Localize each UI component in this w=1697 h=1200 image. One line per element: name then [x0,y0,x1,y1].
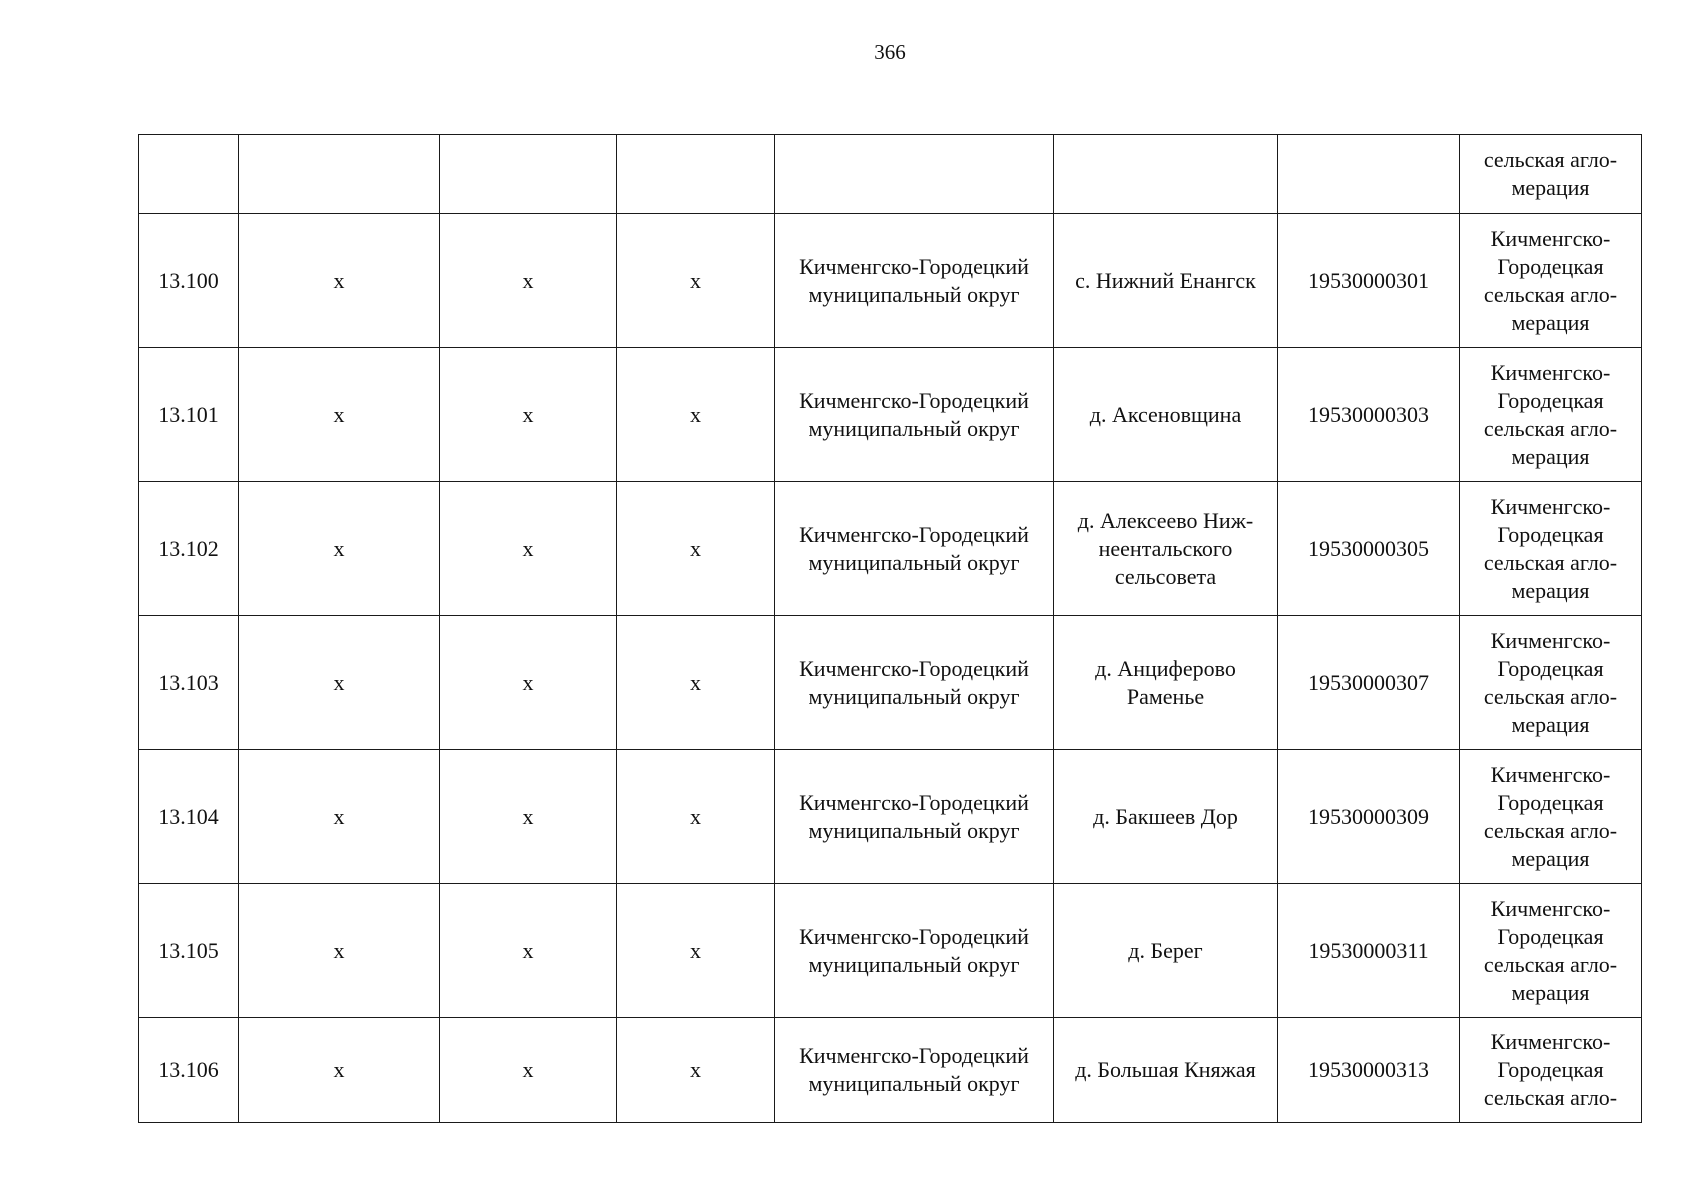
agglomeration-line: Городецкая [1497,387,1604,413]
agglomeration-line: Городецкая [1497,1057,1604,1082]
agglomeration-cell [1460,482,1642,616]
municipality-cell [775,482,1054,616]
row-number-cell: 13.105 [139,884,239,1018]
mark-cell: x [440,214,617,348]
settlement-line: д. Берег [1128,937,1203,963]
municipality-cell [775,214,1054,348]
mark-cell: x [239,348,440,482]
row-number-cell: 13.100 [139,214,239,348]
code-cell: 19530000307 [1278,616,1460,750]
agglomeration-line: мерация [1511,711,1590,737]
agglomeration-line: сельская агло- [1483,951,1618,977]
cell-empty [617,135,775,214]
settlement-line: Раменье [1126,683,1205,709]
agglomeration-line: Кичменгско- [1490,627,1611,653]
cell-empty [440,135,617,214]
mark-cell: x [440,1018,617,1123]
municipality-line: Кичменгско-Городецкий [799,1043,1029,1068]
municipality-line: муниципальный округ [808,817,1020,843]
municipality-line: муниципальный округ [808,415,1020,441]
cell-empty [1054,135,1278,214]
code-cell: 19530000303 [1278,348,1460,482]
settlement-cell [1054,214,1278,348]
table-body [139,135,1642,1123]
municipality-cell [775,616,1054,750]
code-cell: 19530000309 [1278,750,1460,884]
settlements-table [138,134,1642,1123]
agglomeration-line: мерация [1511,309,1590,335]
mark-cell: x [440,348,617,482]
code-cell: 19530000313 [1278,1018,1460,1123]
agglomeration-cell [1460,884,1642,1018]
cell-empty [139,135,239,214]
agglomeration-line: Кичменгско- [1490,225,1611,251]
continuation-row [139,135,1642,214]
mark-cell: x [440,884,617,1018]
row-number-cell: 13.101 [139,348,239,482]
settlement-cell [1054,482,1278,616]
mark-cell: x [617,884,775,1018]
agglomeration-line: Городецкая [1497,923,1604,949]
municipality-cell [775,348,1054,482]
agglomeration-line: Кичменгско- [1490,493,1611,519]
settlement-cell [1054,616,1278,750]
municipality-line: Кичменгско-Городецкий [799,253,1029,279]
row-number-cell: 13.104 [139,750,239,884]
agglomeration-line: Городецкая [1497,655,1604,681]
agglomeration-line: сельская агло- [1483,549,1618,575]
agglomeration-line: Городецкая [1497,521,1604,547]
municipality-line: Кичменгско-Городецкий [799,655,1029,681]
agglomeration-line: Кичменгско- [1490,761,1611,787]
municipality-line: Кичменгско-Городецкий [799,387,1029,413]
mark-cell: x [617,348,775,482]
mark-cell: x [617,1018,775,1123]
row-number-cell: 13.103 [139,616,239,750]
page-number: 366 [874,40,906,64]
settlement-cell [1054,750,1278,884]
cell-empty [1278,135,1460,214]
mark-cell: x [617,482,775,616]
municipality-line: Кичменгско-Городецкий [799,521,1029,547]
agglomeration-line: Городецкая [1497,789,1604,815]
table-row [139,1018,1642,1123]
table-row [139,884,1642,1018]
agglomeration-cell [1460,135,1642,214]
agglomeration-line: мерация [1511,175,1590,200]
agglomeration-line: сельская агло- [1483,281,1618,307]
municipality-line: Кичменгско-Городецкий [799,789,1029,815]
settlement-line: д. Большая Княжая [1075,1057,1256,1082]
code-cell: 19530000305 [1278,482,1460,616]
settlement-line: д. Алексеево Ниж- [1077,507,1254,533]
municipality-line: муниципальный округ [808,1071,1020,1096]
municipality-line: Кичменгско-Городецкий [799,923,1029,949]
settlement-line: д. Анциферово [1095,655,1236,681]
settlement-line: д. Бакшеев Дор [1093,803,1238,829]
table-row [139,616,1642,750]
municipality-cell [775,750,1054,884]
agglomeration-cell [1460,1018,1642,1123]
municipality-line: муниципальный округ [808,549,1020,575]
agglomeration-line: мерация [1511,845,1590,871]
agglomeration-line: мерация [1511,577,1590,603]
agglomeration-line: Кичменгско- [1490,359,1611,385]
municipality-line: муниципальный округ [808,683,1020,709]
settlement-line: д. Аксеновщина [1089,401,1242,427]
mark-cell: x [440,482,617,616]
table-row [139,482,1642,616]
agglomeration-line: сельская агло- [1483,147,1618,172]
cell-empty [775,135,1054,214]
mark-cell: x [239,884,440,1018]
code-cell: 19530000311 [1278,884,1460,1018]
agglomeration-line: Кичменгско- [1490,895,1611,921]
agglomeration-line: сельская агло- [1483,1085,1618,1110]
mark-cell: x [239,214,440,348]
mark-cell: x [617,214,775,348]
mark-cell: x [239,616,440,750]
cell-empty [239,135,440,214]
settlement-cell [1054,884,1278,1018]
mark-cell: x [617,616,775,750]
agglomeration-line: сельская агло- [1483,817,1618,843]
municipality-line: муниципальный округ [808,951,1020,977]
code-cell: 19530000301 [1278,214,1460,348]
agglomeration-line: сельская агло- [1483,683,1618,709]
row-number-cell: 13.102 [139,482,239,616]
settlement-cell [1054,348,1278,482]
agglomeration-line: Городецкая [1497,253,1604,279]
agglomeration-line: мерация [1511,979,1590,1005]
mark-cell: x [617,750,775,884]
municipality-line: муниципальный округ [808,281,1020,307]
agglomeration-cell [1460,348,1642,482]
agglomeration-cell [1460,214,1642,348]
mark-cell: x [440,616,617,750]
agglomeration-cell [1460,616,1642,750]
agglomeration-line: мерация [1511,443,1590,469]
row-number-cell: 13.106 [139,1018,239,1123]
mark-cell: x [239,1018,440,1123]
settlement-line: сельсовета [1114,563,1217,589]
mark-cell: x [239,750,440,884]
settlement-line: с. Нижний Енангск [1075,267,1256,293]
table-row [139,348,1642,482]
municipality-cell [775,884,1054,1018]
agglomeration-cell [1460,750,1642,884]
table-row [139,214,1642,348]
table-row [139,750,1642,884]
settlement-line: неентальского [1098,535,1233,561]
agglomeration-line: сельская агло- [1483,415,1618,441]
mark-cell: x [440,750,617,884]
settlement-cell [1054,1018,1278,1123]
mark-cell: x [239,482,440,616]
municipality-cell [775,1018,1054,1123]
agglomeration-line: Кичменгско- [1490,1029,1611,1054]
